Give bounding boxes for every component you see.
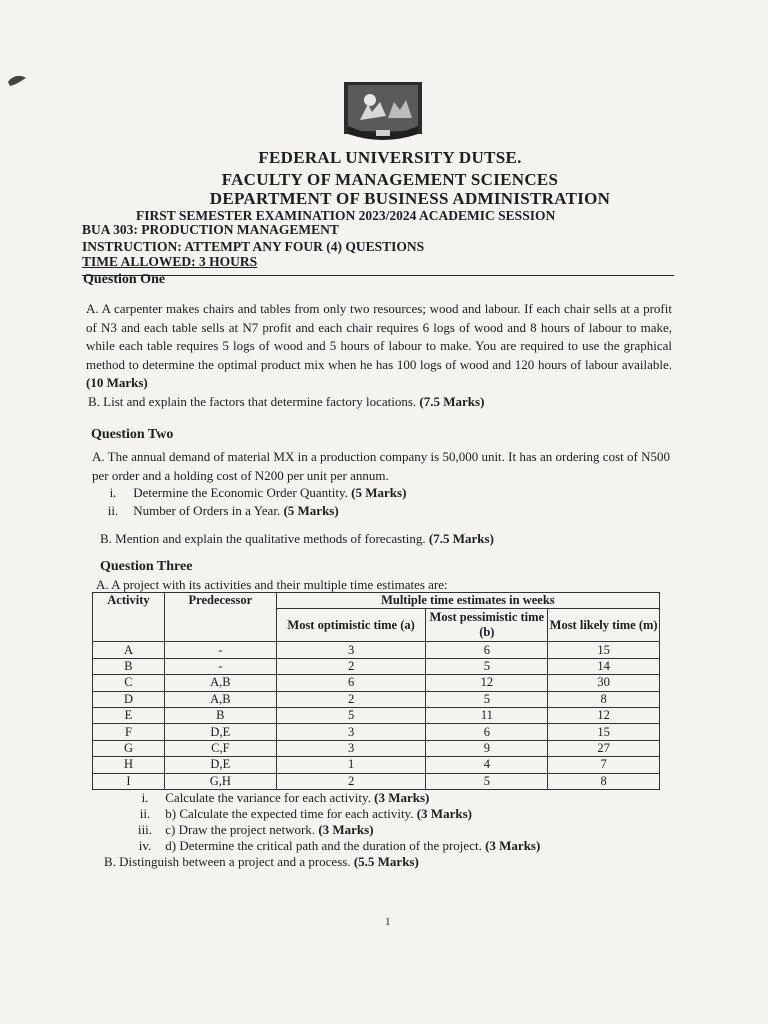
item-text: c) Draw the project network. [165,822,316,837]
likely-cell: 30 [548,675,660,691]
item-marks: (5 Marks) [351,485,407,500]
header-multiple-estimates: Multiple time estimates in weeks [276,593,659,609]
pessimistic-cell: 5 [426,691,548,707]
question-one-part-b-marks: (7.5 Marks) [419,394,485,409]
question-two-title: Question Two [91,427,174,442]
optimistic-cell: 3 [276,642,426,658]
optimistic-cell: 3 [276,740,426,756]
faculty-name: FACULTY OF MANAGEMENT SCIENCES [221,170,559,189]
header-likely: Most likely time (m) [548,609,660,642]
header-predecessor: Predecessor [164,593,276,642]
university-crest-logo [342,80,424,144]
item-number: ii. [107,503,119,518]
course-code: BUA 303: PRODUCTION MANAGEMENT [82,222,339,237]
question-two-part-b-text: B. Mention and explain the qualitative methods of forecasting. [100,531,426,546]
item-text: Number of Orders in a Year. [133,503,281,518]
activity-cell: G [93,740,165,756]
item-marks: (3 Marks) [318,822,374,837]
item-marks: (3 Marks) [485,838,541,853]
pessimistic-cell: 5 [426,773,548,789]
activity-cell: I [93,773,165,789]
activity-cell: C [93,675,165,691]
optimistic-cell: 2 [276,658,426,674]
activity-cell: H [93,757,165,773]
item-number: iii. [137,822,153,837]
pessimistic-cell: 12 [426,675,548,691]
question-three-intro: A. A project with its activities and their multiple time estimates are: [96,577,448,592]
predecessor-cell: - [164,642,276,658]
question-three-part-b-text: B. Distinguish between a project and a process. [104,854,351,869]
question-two-item-ii [96,503,339,519]
exam-session: FIRST SEMESTER EXAMINATION 2023/2024 ACADEMIC SESSION [136,208,556,223]
question-one-part-b [88,393,672,412]
question-three-item-ii [128,806,472,822]
pessimistic-cell: 9 [426,740,548,756]
header-activity: Activity [93,593,165,642]
item-number: i. [141,790,149,805]
optimistic-cell: 1 [276,757,426,773]
item-text: Calculate the variance for each activity. [165,790,371,805]
table-row [93,707,660,723]
table-row [93,675,660,691]
likely-cell: 27 [548,740,660,756]
item-marks: (3 Marks) [374,790,430,805]
pessimistic-cell: 4 [426,757,548,773]
pessimistic-cell: 6 [426,724,548,740]
table-row [93,757,660,773]
question-three-title: Question Three [100,559,193,574]
item-marks: (5 Marks) [283,503,339,518]
table-row [93,658,660,674]
predecessor-cell: G,H [164,773,276,789]
predecessor-cell: D,E [164,724,276,740]
table-row [93,691,660,707]
university-name: FEDERAL UNIVERSITY DUTSE. [258,148,522,167]
question-two-part-b-marks: (7.5 Marks) [428,531,494,546]
header-pessimistic: Most pessimistic time (b) [426,609,548,642]
pessimistic-cell: 11 [426,707,548,723]
activity-cell: A [93,642,165,658]
table-row [93,642,660,658]
activity-cell: F [93,724,165,740]
activity-cell: B [93,658,165,674]
question-three-item-i [128,790,429,806]
question-two-part-a: A. The annual demand of material MX in a production company is 50,000 unit. It has an ordering cost of N500 per order and a holding cost of N200 per unit per annum. [92,449,670,483]
predecessor-cell: C,F [164,740,276,756]
item-text: Determine the Economic Order Quantity. [133,485,348,500]
pessimistic-cell: 6 [426,642,548,658]
question-three-part-b [104,854,419,870]
question-one-title: Question One [83,272,166,287]
item-number: i. [109,485,117,500]
table-row [93,773,660,789]
activity-cell: E [93,707,165,723]
question-two-part-b [100,530,670,549]
instruction: INSTRUCTION: ATTEMPT ANY FOUR (4) QUESTIONS [82,239,425,254]
question-one-part-a-text: A. A carpenter makes chairs and tables from only two resources; wood and labour. If each chair sells at a profit of N3 and each table sells at N7 profit and each chair requires 6 logs of wood and 8 hours of labour to make, while each table requires 5 logs of wood and 5 hours of labour to make. You are required to use the graphical method to determine the optimal product mix when he has 100 logs of wood and 120 hours of labour available. [86,301,672,372]
likely-cell: 8 [548,691,660,707]
item-text: d) Determine the critical path and the duration of the project. [165,838,482,853]
likely-cell: 15 [548,642,660,658]
time-allowed: TIME ALLOWED: 3 HOURS [82,254,258,269]
optimistic-cell: 2 [276,691,426,707]
item-number: iv. [138,838,152,853]
optimistic-cell: 3 [276,724,426,740]
item-text: b) Calculate the expected time for each activity. [165,806,414,821]
question-one-part-b-text: B. List and explain the factors that determine factory locations. [88,394,417,409]
question-one-part-a-marks: (10 Marks) [86,375,148,390]
header-optimistic: Most optimistic time (a) [276,609,426,642]
table-row [93,724,660,740]
predecessor-cell: A,B [164,675,276,691]
optimistic-cell: 6 [276,675,426,691]
pessimistic-cell: 5 [426,658,548,674]
question-one-part-a [86,300,672,393]
ink-smudge [6,72,28,90]
likely-cell: 8 [548,773,660,789]
activity-time-estimates-table [92,592,660,790]
predecessor-cell: - [164,658,276,674]
item-marks: (3 Marks) [416,806,472,821]
predecessor-cell: B [164,707,276,723]
optimistic-cell: 5 [276,707,426,723]
likely-cell: 15 [548,724,660,740]
item-number: ii. [139,806,151,821]
question-three-item-iv [128,838,540,854]
question-three-part-b-marks: (5.5 Marks) [353,854,419,869]
header-divider [82,275,674,276]
likely-cell: 14 [548,658,660,674]
optimistic-cell: 2 [276,773,426,789]
table-row [93,740,660,756]
department-name: DEPARTMENT OF BUSINESS ADMINISTRATION [209,189,611,208]
page-number: 1 [385,916,391,928]
likely-cell: 7 [548,757,660,773]
predecessor-cell: D,E [164,757,276,773]
question-three-item-iii [128,822,374,838]
predecessor-cell: A,B [164,691,276,707]
question-two-item-i [96,485,406,501]
activity-cell: D [93,691,165,707]
likely-cell: 12 [548,707,660,723]
